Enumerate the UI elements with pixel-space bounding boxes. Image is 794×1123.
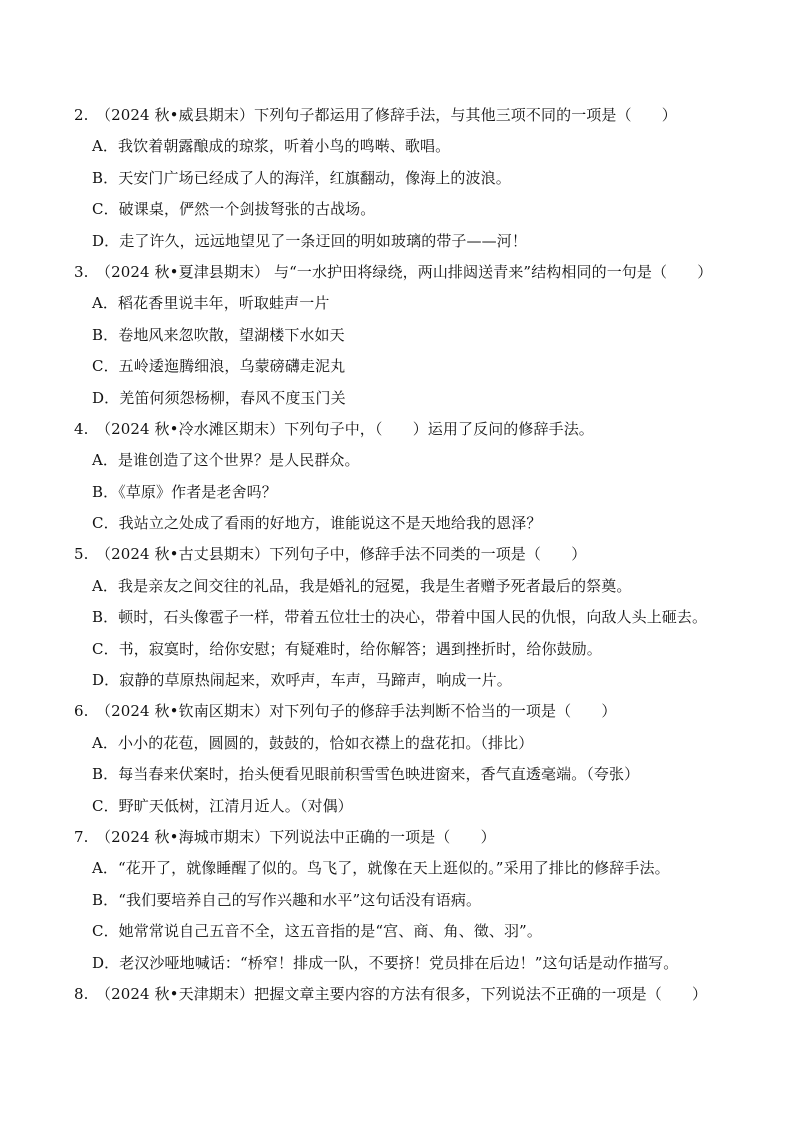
- question-number: 3.: [74, 262, 89, 281]
- option-b: B．每当春来伏案时，抬头便看见眼前积雪雪色映进窗来，香气直透毫端。（夸张）: [92, 765, 640, 784]
- question-stem: （2024 秋•威县期末）下列句子都运用了修辞手法，与其他三项不同的一项是（ ）: [96, 106, 677, 124]
- option-b: B．顿时，石头像雹子一样，带着五位壮士的决心，带着中国人民的仇恨，向敌人头上砸去。: [92, 608, 708, 627]
- option-c: C．五岭逶迤腾细浪，乌蒙磅礴走泥丸: [92, 357, 346, 376]
- question-stem: （2024 秋•天津期末）把握文章主要内容的方法有很多，下列说法不正确的一项是（ ）: [96, 984, 708, 1003]
- option-a: A．小小的花苞，圆圆的，鼓鼓的，恰如衣襟上的盘花扣。（排比）: [92, 733, 534, 752]
- option-c: C．破课桌，俨然一个剑拔弩张的古战场。: [92, 200, 376, 219]
- question-list: [74, 100, 754, 1010]
- option-d: D．走了许久，远远地望见了一条迂回的明如玻璃的带子——河！: [92, 231, 527, 250]
- question-6: [74, 696, 754, 727]
- option-c: C．她常常说自己五音不全，这五音指的是“宫、商、角、徵、羽”。: [92, 922, 542, 941]
- option-b: B．《草原》作者是老舍吗？: [92, 482, 277, 501]
- option-c: C．野旷天低树，江清月近人。（对偶）: [92, 796, 353, 815]
- question-stem: （2024 秋•冷水滩区期末）下列句子中，（ ）运用了反问的修辞手法。: [96, 419, 594, 438]
- question-number: 8.: [74, 984, 89, 1003]
- question-number: 6.: [74, 702, 89, 721]
- option-b: B．天安门广场已经成了人的海洋，红旗翻动，像海上的波浪。: [92, 168, 511, 187]
- option-a: A．稻花香里说丰年，听取蛙声一片: [92, 294, 330, 313]
- question-5: [74, 539, 754, 570]
- question-2: [74, 100, 754, 131]
- question-stem: （2024 秋•夏津县期末） 与“一水护田将绿绕，两山排闼送青来”结构相同的一句是（ ）: [96, 262, 713, 281]
- option-b: B．“我们要培养自己的写作兴趣和水平”这句话没有语病。: [92, 890, 482, 909]
- question-stem: （2024 秋•古丈县期末）下列句子中，修辞手法不同类的一项是（ ）: [96, 545, 587, 564]
- question-number: 2.: [74, 106, 89, 124]
- question-stem: （2024 秋•钦南区期末）对下列句子的修辞手法判断不恰当的一项是（ ）: [96, 702, 617, 721]
- question-8: [74, 979, 754, 1010]
- question-number: 4.: [74, 419, 89, 438]
- option-d: D．老汉沙哑地喊话：“桥窄！排成一队，不要挤！党员排在后边！”这句话是动作描写。: [92, 953, 679, 972]
- option-c: C．我站立之处成了看雨的好地方，谁能说这不是天地给我的恩泽？: [92, 514, 542, 533]
- option-a: A．我饮着朝露酿成的琼浆，听着小鸟的鸣啭、歌唱。: [92, 137, 451, 156]
- question-4: [74, 414, 754, 445]
- option-a: A．我是亲友之间交往的礼品，我是婚礼的冠冕，我是生者赠予死者最后的祭奠。: [92, 576, 632, 595]
- question-3: [74, 257, 754, 288]
- option-d: D．羌笛何须怨杨柳，春风不度玉门关: [92, 388, 346, 407]
- option-c: C．书，寂寞时，给你安慰；有疑难时，给你解答；遇到挫折时，给你鼓励。: [92, 639, 602, 658]
- question-7: [74, 822, 754, 853]
- option-d: D．寂静的草原热闹起来，欢呼声，车声，马蹄声，响成一片。: [92, 671, 512, 690]
- option-a: A．“花开了，就像睡醒了似的。鸟飞了，就像在天上逛似的。”采用了排比的修辞手法。: [92, 859, 670, 878]
- question-number: 7.: [74, 827, 89, 846]
- option-b: B．卷地风来忽吹散，望湖楼下水如天: [92, 325, 345, 344]
- question-stem: （2024 秋•海城市期末）下列说法中正确的一项是（ ）: [96, 827, 496, 846]
- option-a: A．是谁创造了这个世界？是人民群众。: [92, 451, 360, 470]
- question-number: 5.: [74, 545, 89, 564]
